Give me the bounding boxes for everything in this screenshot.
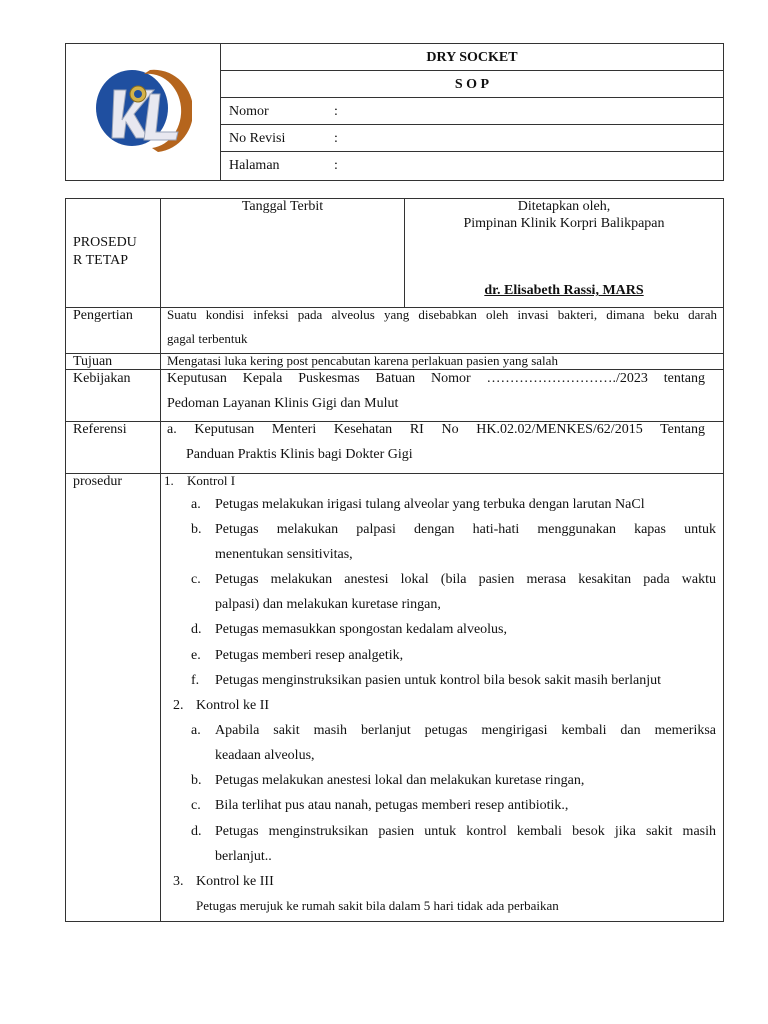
step-1d-mark: d.	[191, 622, 202, 637]
step-2d-text-line2: berlanjut..	[215, 849, 272, 864]
row-divider	[66, 369, 723, 370]
nomor-row	[221, 98, 723, 125]
step-1c-mark: c.	[191, 572, 201, 587]
prosedur-label: prosedur	[73, 474, 122, 489]
sop-header-table	[65, 43, 724, 181]
kebijakan-label: Kebijakan	[73, 371, 131, 386]
step-2b-text: Petugas melakukan anestesi lokal dan melakukan kuretase ringan,	[215, 773, 585, 788]
no-revisi-colon: :	[334, 131, 338, 146]
step-1f-mark: f.	[191, 673, 200, 688]
step-1d-text: Petugas memasukkan spongostan kedalam alveolus,	[215, 622, 507, 637]
halaman-colon: :	[334, 158, 338, 173]
signer-name: dr. Elisabeth Rassi, MARS	[484, 283, 644, 298]
prosedur-tetap-line1: PROSEDU	[73, 235, 137, 250]
step-2-number: 2.	[173, 698, 184, 713]
step-1-title: Kontrol I	[187, 473, 236, 488]
step-2b-mark: b.	[191, 773, 202, 788]
step-1b-text-line2: menentukan sensitivitas,	[215, 547, 353, 562]
prosedur-tetap-line2: R TETAP	[73, 253, 129, 268]
step-1a-text: Petugas melakukan irigasi tulang alveolar yang terbuka dengan larutan NaCl	[215, 497, 645, 512]
step-3-note: Petugas merujuk ke rumah sakit bila dalam 5 hari tidak ada perbaikan	[196, 898, 559, 913]
step-1e-mark: e.	[191, 648, 201, 663]
document-title: DRY SOCKET	[221, 44, 723, 71]
step-3-title: Kontrol ke III	[196, 874, 274, 889]
klinik-korpri-logo-icon	[92, 64, 192, 160]
kebijakan-text-line2: Pedoman Layanan Klinis Gigi dan Mulut	[167, 396, 399, 411]
tujuan-label: Tujuan	[73, 354, 113, 369]
pengertian-text-line2: gagal terbentuk	[167, 331, 248, 346]
tanggal-terbit-label: Tanggal Terbit	[241, 199, 324, 214]
pimpinan-klinik: Pimpinan Klinik Korpri Balikpapan	[463, 216, 665, 231]
nomor-colon: :	[334, 104, 338, 119]
step-2-title: Kontrol ke II	[196, 698, 270, 713]
pengertian-label: Pengertian	[73, 308, 133, 323]
pengertian-text-line1: Suatu kondisi infeksi pada alveolus yang disebabkan oleh invasi bakteri, dimana beku darah	[167, 307, 717, 322]
kebijakan-text-line1: Keputusan Kepala Puskesmas Batuan Nomor ………………………./2023 tentang	[167, 371, 705, 386]
step-1b-text-line1: Petugas melakukan palpasi dengan hati-hati menggunakan kapas untuk	[215, 522, 716, 537]
step-2c-text: Bila terlihat pus atau nanah, petugas memberi resep antibiotik.,	[215, 798, 569, 813]
step-2c-mark: c.	[191, 798, 201, 813]
step-2a-text-line2: keadaan alveolus,	[215, 748, 315, 763]
step-1e-text: Petugas memberi resep analgetik,	[215, 648, 404, 663]
ditetapkan-oleh: Ditetapkan oleh,	[517, 199, 611, 214]
referensi-text-line1: a. Keputusan Menteri Kesehatan RI No HK.02.02/MENKES/62/2015 Tentang	[167, 422, 705, 437]
step-2d-text-line1: Petugas menginstruksikan pasien untuk kontrol kembali besok jika sakit masih	[215, 824, 716, 839]
nomor-label: Nomor	[229, 104, 269, 119]
referensi-label: Referensi	[73, 422, 127, 437]
logo-cell	[66, 44, 221, 180]
step-2d-mark: d.	[191, 824, 202, 839]
step-2a-mark: a.	[191, 723, 201, 738]
no-revisi-label: No Revisi	[229, 131, 286, 146]
no-revisi-row	[221, 125, 723, 152]
referensi-text-line2: Panduan Praktis Klinis bagi Dokter Gigi	[186, 447, 413, 462]
sop-main-table	[65, 198, 724, 922]
step-1c-text-line2: palpasi) dan melakukan kuretase ringan,	[215, 597, 441, 612]
step-3-number: 3.	[173, 874, 184, 889]
halaman-label: Halaman	[229, 158, 280, 173]
step-1c-text-line1: Petugas melakukan anestesi lokal (bila pasien merasa kesakitan pada waktu	[215, 572, 716, 587]
step-1-number: 1.	[164, 473, 174, 488]
step-1b-mark: b.	[191, 522, 202, 537]
step-1a-mark: a.	[191, 497, 201, 512]
document-subtitle: S O P	[221, 71, 723, 98]
step-2a-text-line1: Apabila sakit masih berlanjut petugas mengirigasi kembali dan memeriksa	[215, 723, 716, 738]
tujuan-text: Mengatasi luka kering post pencabutan karena perlakuan pasien yang salah	[167, 353, 558, 368]
halaman-row	[221, 152, 723, 179]
step-1f-text: Petugas menginstruksikan pasien untuk kontrol bila besok sakit masih berlanjut	[215, 673, 661, 688]
